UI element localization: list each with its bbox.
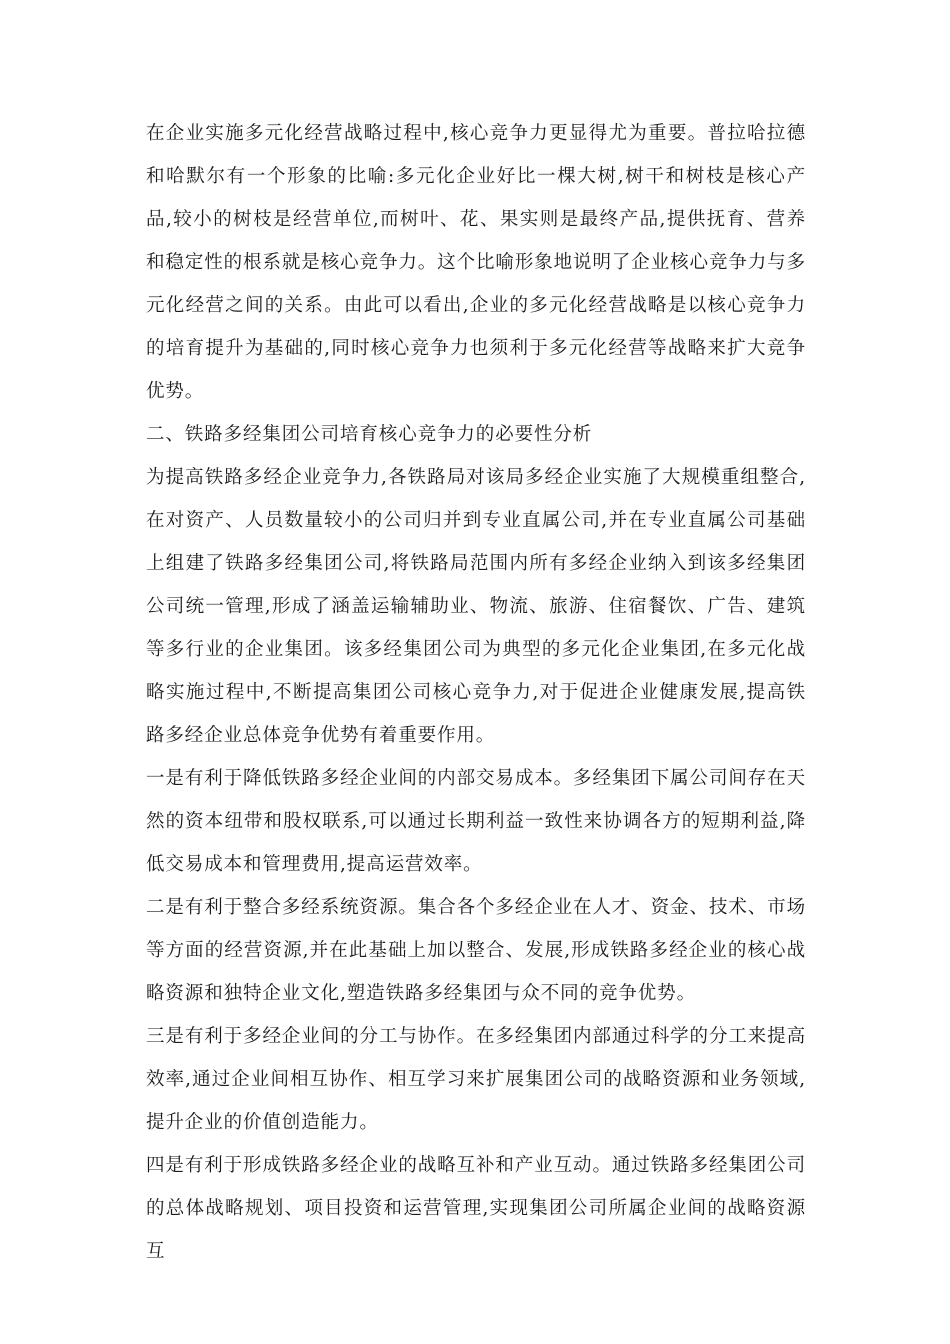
paragraph-core-competence-metaphor: 在企业实施多元化经营战略过程中,核心竞争力更显得尤为重要。普拉哈拉德和哈默尔有一个形象的比喻:多元化企业好比一棵大树,树干和树枝是核心产品,较小的树枝是经营单位,而树叶、花、果实则是最终产品,提供抚育、营养和稳定性的根系就是核心竞争力。这个比喻形象地说明了企业核心竞争力与多元化经营之间的关系。由此可以看出,企业的多元化经营战略是以核心竞争力的培育提升为基础的,同时核心竞争力也须利于多元化经营等战略来扩大竞争优势。 xyxy=(146,123,806,402)
section-heading: 二、铁路多经集团公司培育核心竞争力的必要性分析 xyxy=(146,424,593,445)
paragraph-point-two: 二是有利于整合多经系统资源。集合各个多经企业在人才、资金、技术、市场等方面的经营资源,并在此基础上加以整合、发展,形成铁路多经企业的核心战略资源和独特企业文化,塑造铁路多经集团与众不同的竞争优势。 xyxy=(146,897,806,1004)
paragraph-group-restructuring: 为提高铁路多经企业竞争力,各铁路局对该局多经企业实施了大规模重组整合,在对资产、人员数量较小的公司归并到专业直属公司,并在专业直属公司基础上组建了铁路多经集团公司,将铁路局范围内所有多经企业纳入到该多经集团公司统一管理,形成了涵盖运输辅助业、物流、旅游、住宿餐饮、广告、建筑等多行业的企业集团。该多经集团公司为典型的多元化企业集团,在多元化战略实施过程中,不断提高集团公司核心竞争力,对于促进企业健康发展,提高铁路多经企业总体竞争优势有着重要作用。 xyxy=(146,467,806,746)
paragraph-point-three: 三是有利于多经企业间的分工与协作。在多经集团内部通过科学的分工来提高效率,通过企业间相互协作、相互学习来扩展集团公司的战略资源和业务领域,提升企业的价值创造能力。 xyxy=(146,1026,806,1133)
paragraph-point-four: 四是有利于形成铁路多经企业的战略互补和产业互动。通过铁路多经集团公司的总体战略规划、项目投资和运营管理,实现集团公司所属企业间的战略资源互 xyxy=(146,1155,806,1262)
document-body xyxy=(146,112,806,1273)
paragraph-point-one: 一是有利于降低铁路多经企业间的内部交易成本。多经集团下属公司间存在天然的资本纽带和股权联系,可以通过长期利益一致性来协调各方的短期利益,降低交易成本和管理费用,提高运营效率。 xyxy=(146,768,806,875)
